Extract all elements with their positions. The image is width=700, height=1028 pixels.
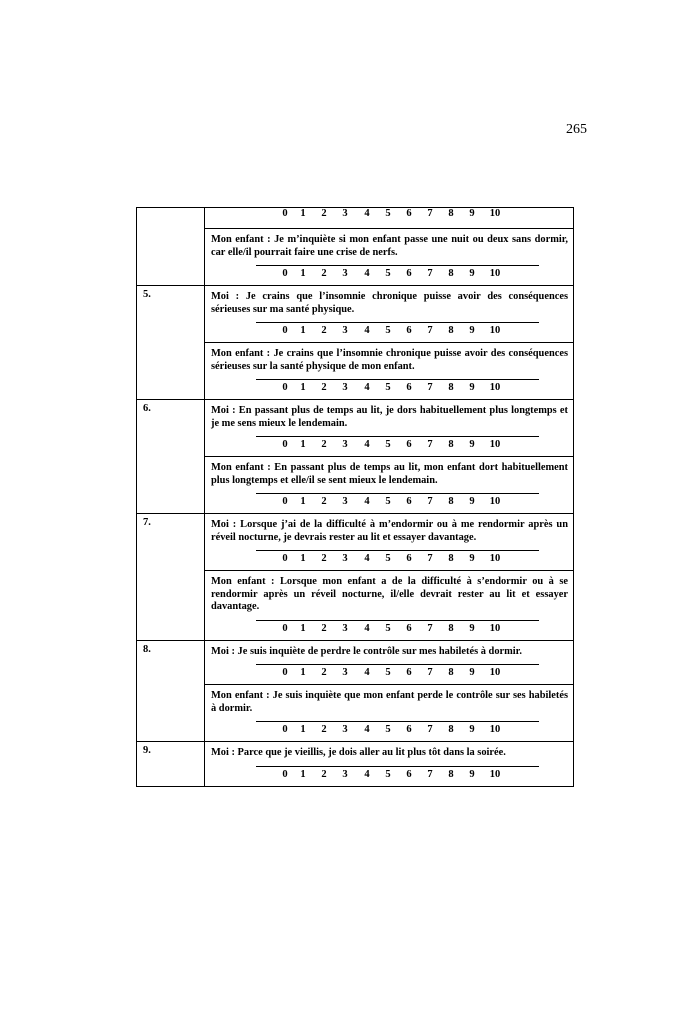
scale-option[interactable]: 3 [342,768,348,780]
scale-option[interactable]: 7 [427,496,433,507]
scale-option[interactable]: 8 [448,268,454,279]
scale-option[interactable]: 6 [406,553,412,564]
scale-option[interactable]: 2 [321,724,327,735]
rating-scale[interactable] [211,208,568,228]
statement-text: Mon enfant : Je suis inquiète que mon enfant perde le contrôle sur ses habiletés à dormir. [211,690,568,714]
scale-option[interactable]: 2 [321,553,327,564]
scale-option[interactable]: 0 [282,268,288,279]
scale-option[interactable]: 1 [300,553,306,564]
scale-option[interactable]: 9 [469,724,475,735]
scale-option[interactable]: 9 [469,496,475,507]
scale-option[interactable]: 8 [448,496,454,507]
scale-option[interactable]: 10 [489,496,501,507]
scale-option[interactable]: 0 [282,768,288,780]
rating-scale[interactable] [211,667,568,684]
statement-cell [205,286,573,342]
scale-option[interactable]: 6 [406,768,412,780]
scale-option[interactable]: 8 [448,439,454,450]
scale-option[interactable]: 3 [342,724,348,735]
scale-option[interactable]: 0 [282,325,288,336]
scale-option[interactable]: 9 [469,268,475,279]
statement-text: Mon enfant : Lorsque mon enfant a de la difficulté à s’endormir ou à se rendormir après un réveil nocturne, il/elle devrait rester au lit et essayer davantage. [211,576,568,612]
scale-option[interactable]: 2 [321,382,327,393]
answer-line [256,436,539,437]
scale-option[interactable]: 7 [427,382,433,393]
item-number: 9. [137,742,205,786]
scale-option[interactable]: 0 [282,553,288,564]
scale-option[interactable]: 7 [427,622,433,634]
item-row [137,208,573,285]
scale-option[interactable]: 9 [469,553,475,564]
rating-scale[interactable] [211,769,568,786]
answer-line [256,550,539,551]
scale-option[interactable]: 2 [321,268,327,279]
statement-cell [205,456,573,513]
scale-option[interactable]: 8 [448,724,454,735]
rating-scale[interactable] [211,268,568,285]
item-row [137,513,573,640]
scale-option[interactable]: 6 [406,268,412,279]
scale-option[interactable]: 5 [385,208,391,219]
scale-option[interactable]: 9 [469,325,475,336]
scale-option[interactable]: 6 [406,439,412,450]
item-statements [205,742,573,786]
scale-option[interactable]: 2 [321,496,327,507]
scale-option[interactable]: 0 [282,667,288,678]
scale-option[interactable]: 2 [321,208,327,219]
item-row [137,640,573,742]
statement-text: Mon enfant : Je m’inquiète si mon enfant passe une nuit ou deux sans dormir, car elle/il pourrait faire une crise de nerfs. [211,234,568,258]
scale-option[interactable]: 3 [342,553,348,564]
statement-text: Moi : Lorsque j’ai de la difficulté à m’endormir ou à me rendormir après un réveil nocturne, je devrais rester au lit et essayer davantage. [211,519,568,543]
scale-option[interactable]: 6 [406,667,412,678]
scale-option[interactable]: 7 [427,553,433,564]
answer-line [256,322,539,323]
rating-scale[interactable] [211,382,568,399]
item-statements [205,208,573,285]
item-number: 6. [137,400,205,513]
scale-option[interactable]: 5 [385,325,391,336]
scale-option[interactable]: 8 [448,622,454,634]
questionnaire-table [136,207,574,787]
scale-option[interactable]: 6 [406,496,412,507]
scale-option[interactable]: 9 [469,768,475,780]
scale-option[interactable]: 10 [489,325,501,336]
scale-option[interactable]: 10 [489,667,501,678]
scale-option[interactable]: 5 [385,496,391,507]
scale-option[interactable]: 3 [342,325,348,336]
scale-option[interactable]: 4 [364,382,370,393]
rating-scale[interactable] [211,724,568,741]
statement-text: Moi : En passant plus de temps au lit, je dors habituellement plus longtemps et je me sens mieux le lendemain. [211,405,568,429]
scale-option[interactable]: 10 [489,382,501,393]
answer-line [256,620,539,621]
statement-cell [205,342,573,399]
statement-text: Moi : Parce que je vieillis, je dois aller au lit plus tôt dans la soirée. [211,747,506,758]
scale-option[interactable]: 5 [385,724,391,735]
scale-option[interactable]: 3 [342,622,348,634]
scale-option[interactable]: 7 [427,325,433,336]
scale-option[interactable]: 4 [364,553,370,564]
scale-option[interactable]: 1 [300,268,306,279]
scale-option[interactable]: 6 [406,208,412,219]
scale-option[interactable]: 5 [385,667,391,678]
scale-option[interactable]: 4 [364,768,370,780]
scale-option[interactable]: 1 [300,496,306,507]
page-number: 265 [566,122,587,137]
scale-option[interactable]: 3 [342,439,348,450]
scale-option[interactable]: 7 [427,724,433,735]
scale-option[interactable]: 9 [469,667,475,678]
statement-text: Mon enfant : Je crains que l’insomnie chronique puisse avoir des conséquences sérieuses sur la santé physique de mon enfant. [211,348,568,372]
scale-option[interactable]: 10 [489,208,501,219]
scale-option[interactable]: 9 [469,208,475,219]
answer-line [256,766,539,767]
scale-option[interactable]: 0 [282,724,288,735]
rating-scale[interactable] [211,553,568,570]
rating-scale[interactable] [211,439,568,456]
scale-option[interactable]: 8 [448,553,454,564]
scale-option[interactable]: 5 [385,382,391,393]
rating-scale[interactable] [211,325,568,342]
scale-option[interactable]: 0 [282,382,288,393]
scale-option[interactable]: 2 [321,768,327,780]
scale-option[interactable]: 1 [300,208,306,219]
item-statements [205,641,573,742]
scale-option[interactable]: 3 [342,268,348,279]
item-number [137,208,205,285]
statement-cell [205,742,573,786]
rating-scale[interactable] [211,623,568,640]
item-row [137,399,573,513]
item-number: 7. [137,514,205,640]
scale-option[interactable]: 7 [427,667,433,678]
item-row [137,285,573,399]
scale-option[interactable]: 10 [489,268,501,279]
scale-option[interactable]: 4 [364,208,370,219]
item-number: 8. [137,641,205,742]
statement-cell [205,641,573,685]
statement-cell [205,514,573,570]
scale-option[interactable]: 9 [469,439,475,450]
answer-line [256,265,539,266]
answer-line [256,493,539,494]
scale-option[interactable]: 1 [300,724,306,735]
scale-option[interactable]: 0 [282,622,288,634]
scale-option[interactable]: 5 [385,268,391,279]
rating-cell [205,208,573,228]
statement-text: Moi : Je suis inquiète de perdre le contrôle sur mes habiletés à dormir. [211,645,522,657]
scale-option[interactable]: 4 [364,667,370,678]
statement-text: Moi : Je crains que l’insomnie chronique puisse avoir des conséquences sérieuses sur ma santé physique. [211,291,568,315]
scale-option[interactable]: 1 [300,768,306,780]
item-row [137,741,573,786]
statement-cell [205,570,573,640]
scale-option[interactable]: 1 [300,382,306,393]
scale-option[interactable]: 5 [385,622,391,634]
item-statements [205,514,573,640]
answer-line [256,379,539,380]
scale-option[interactable]: 2 [321,325,327,336]
scale-option[interactable]: 3 [342,382,348,393]
scale-option[interactable]: 6 [406,724,412,735]
rating-scale[interactable] [211,496,568,513]
scale-option[interactable]: 4 [364,268,370,279]
answer-line [256,664,539,665]
scale-option[interactable]: 8 [448,667,454,678]
scale-option[interactable]: 2 [321,667,327,678]
scale-option[interactable]: 9 [469,382,475,393]
item-statements [205,400,573,513]
answer-line [256,721,539,722]
scale-option[interactable]: 3 [342,208,348,219]
scale-option[interactable]: 4 [364,325,370,336]
scale-option[interactable]: 6 [406,622,412,634]
scale-option[interactable]: 0 [282,496,288,507]
scale-option[interactable]: 7 [427,268,433,279]
scale-option[interactable]: 8 [448,768,454,780]
scale-option[interactable]: 2 [321,622,327,634]
item-number: 5. [137,286,205,399]
statement-cell [205,684,573,741]
item-statements [205,286,573,399]
scale-option[interactable]: 8 [448,325,454,336]
scale-option[interactable]: 5 [385,553,391,564]
scale-option[interactable]: 4 [364,622,370,634]
scale-option[interactable]: 7 [427,208,433,219]
scale-option[interactable]: 0 [282,439,288,450]
scale-option[interactable]: 9 [469,622,475,634]
scale-option[interactable]: 6 [406,382,412,393]
scale-option[interactable]: 5 [385,439,391,450]
scale-option[interactable]: 0 [282,208,288,219]
scale-option[interactable]: 7 [427,439,433,450]
scale-option[interactable]: 2 [321,439,327,450]
scale-option[interactable]: 10 [489,724,501,735]
scale-option[interactable]: 6 [406,325,412,336]
scale-option[interactable]: 1 [300,439,306,450]
scale-option[interactable]: 10 [489,439,501,450]
scale-option[interactable]: 8 [448,382,454,393]
scale-option[interactable]: 5 [385,768,391,780]
scale-option[interactable]: 8 [448,208,454,219]
scale-option[interactable]: 10 [489,622,501,634]
scale-option[interactable]: 1 [300,325,306,336]
statement-text: Mon enfant : En passant plus de temps au lit, mon enfant dort habituellement plus longtemps et elle/il se sent mieux le lendemain. [211,462,568,486]
scale-option[interactable]: 10 [489,553,501,564]
scale-option[interactable]: 4 [364,439,370,450]
statement-cell [205,228,573,285]
scale-option[interactable]: 1 [300,622,306,634]
scale-option[interactable]: 3 [342,496,348,507]
scale-option[interactable]: 3 [342,667,348,678]
scale-option[interactable]: 1 [300,667,306,678]
statement-cell [205,400,573,456]
scale-option[interactable]: 10 [489,768,501,780]
scale-option[interactable]: 7 [427,768,433,780]
scale-option[interactable]: 4 [364,724,370,735]
scale-option[interactable]: 4 [364,496,370,507]
